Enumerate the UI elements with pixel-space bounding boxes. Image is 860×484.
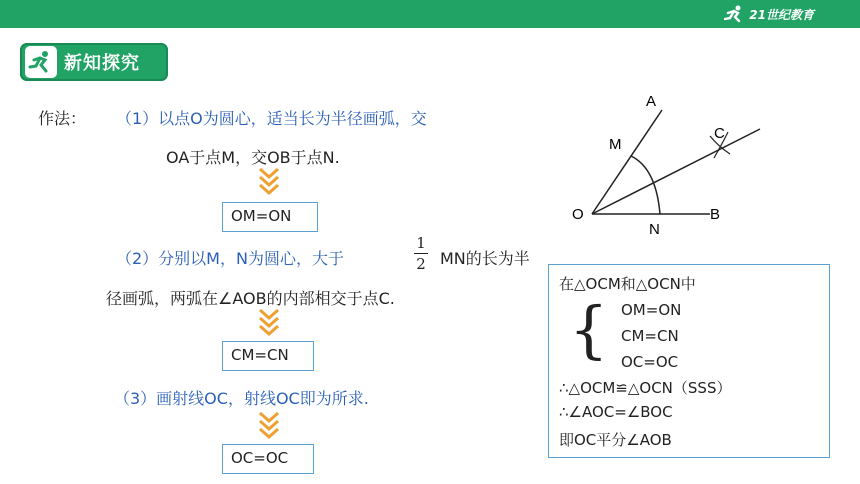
label-c: C xyxy=(714,125,725,142)
step3-line xyxy=(114,386,369,409)
chevron-down-icon xyxy=(258,410,280,440)
label-o: O xyxy=(572,206,584,223)
fraction-numerator: 1 xyxy=(416,234,426,252)
fraction-denominator: 2 xyxy=(416,255,426,273)
proof-line-4: 即OC平分∠AOB xyxy=(559,431,672,449)
step1-line1 xyxy=(116,106,427,129)
label-b: B xyxy=(710,206,721,223)
result-box-2: CM=CN xyxy=(222,341,314,371)
step2-line2: 径画弧，两弧在∠AOB的内部相交于点C. xyxy=(106,289,395,308)
brand-logo xyxy=(724,3,814,25)
proof-cond-3: OC=OC xyxy=(621,353,679,371)
proof-line-3: ∴∠AOC=∠BOC xyxy=(559,403,673,421)
proof-box xyxy=(548,264,830,458)
proof-cond-1: OM=ON xyxy=(621,301,682,319)
proof-line-1: 在△OCM和△OCN中 xyxy=(559,275,696,293)
step2-prefix-text: （2）分别以M，N为圆心，大于 xyxy=(116,249,344,268)
label-a: A xyxy=(646,93,657,110)
runner-logo-icon xyxy=(724,4,746,24)
chevron-down-icon xyxy=(258,166,280,196)
angle-bisector-diagram xyxy=(560,88,770,244)
step1-text: （1）以点O为圆心，适当长为半径画弧，交 xyxy=(116,109,427,128)
proof-cond-2: CM=CN xyxy=(621,327,679,345)
step2-prefix xyxy=(116,246,344,269)
fraction-one-half xyxy=(414,234,428,273)
fraction-bar xyxy=(414,253,428,254)
step3-text: （3）画射线OC，射线OC即为所求. xyxy=(114,389,369,408)
proof-brace: { xyxy=(569,293,609,366)
ray-oa xyxy=(592,110,662,214)
proof-line-2: ∴△OCM≌△OCN（SSS） xyxy=(559,379,732,397)
step1-line2: OA于点M，交OB于点N. xyxy=(166,148,340,167)
brand-text: 21世纪教育 xyxy=(749,7,814,22)
label-n: N xyxy=(649,221,660,238)
runner-icon xyxy=(25,46,57,78)
top-banner xyxy=(0,0,860,28)
step2-suffix: MN的长为半 xyxy=(440,249,530,268)
method-label: 作法： xyxy=(38,109,87,128)
chevron-down-icon xyxy=(258,307,280,337)
section-title-badge xyxy=(20,43,168,81)
result-box-1: OM=ON xyxy=(222,202,318,232)
result-box-3: OC=OC xyxy=(222,444,314,474)
label-m: M xyxy=(609,136,622,153)
section-title: 新知探究 xyxy=(64,53,140,74)
arc-mn xyxy=(631,156,660,214)
